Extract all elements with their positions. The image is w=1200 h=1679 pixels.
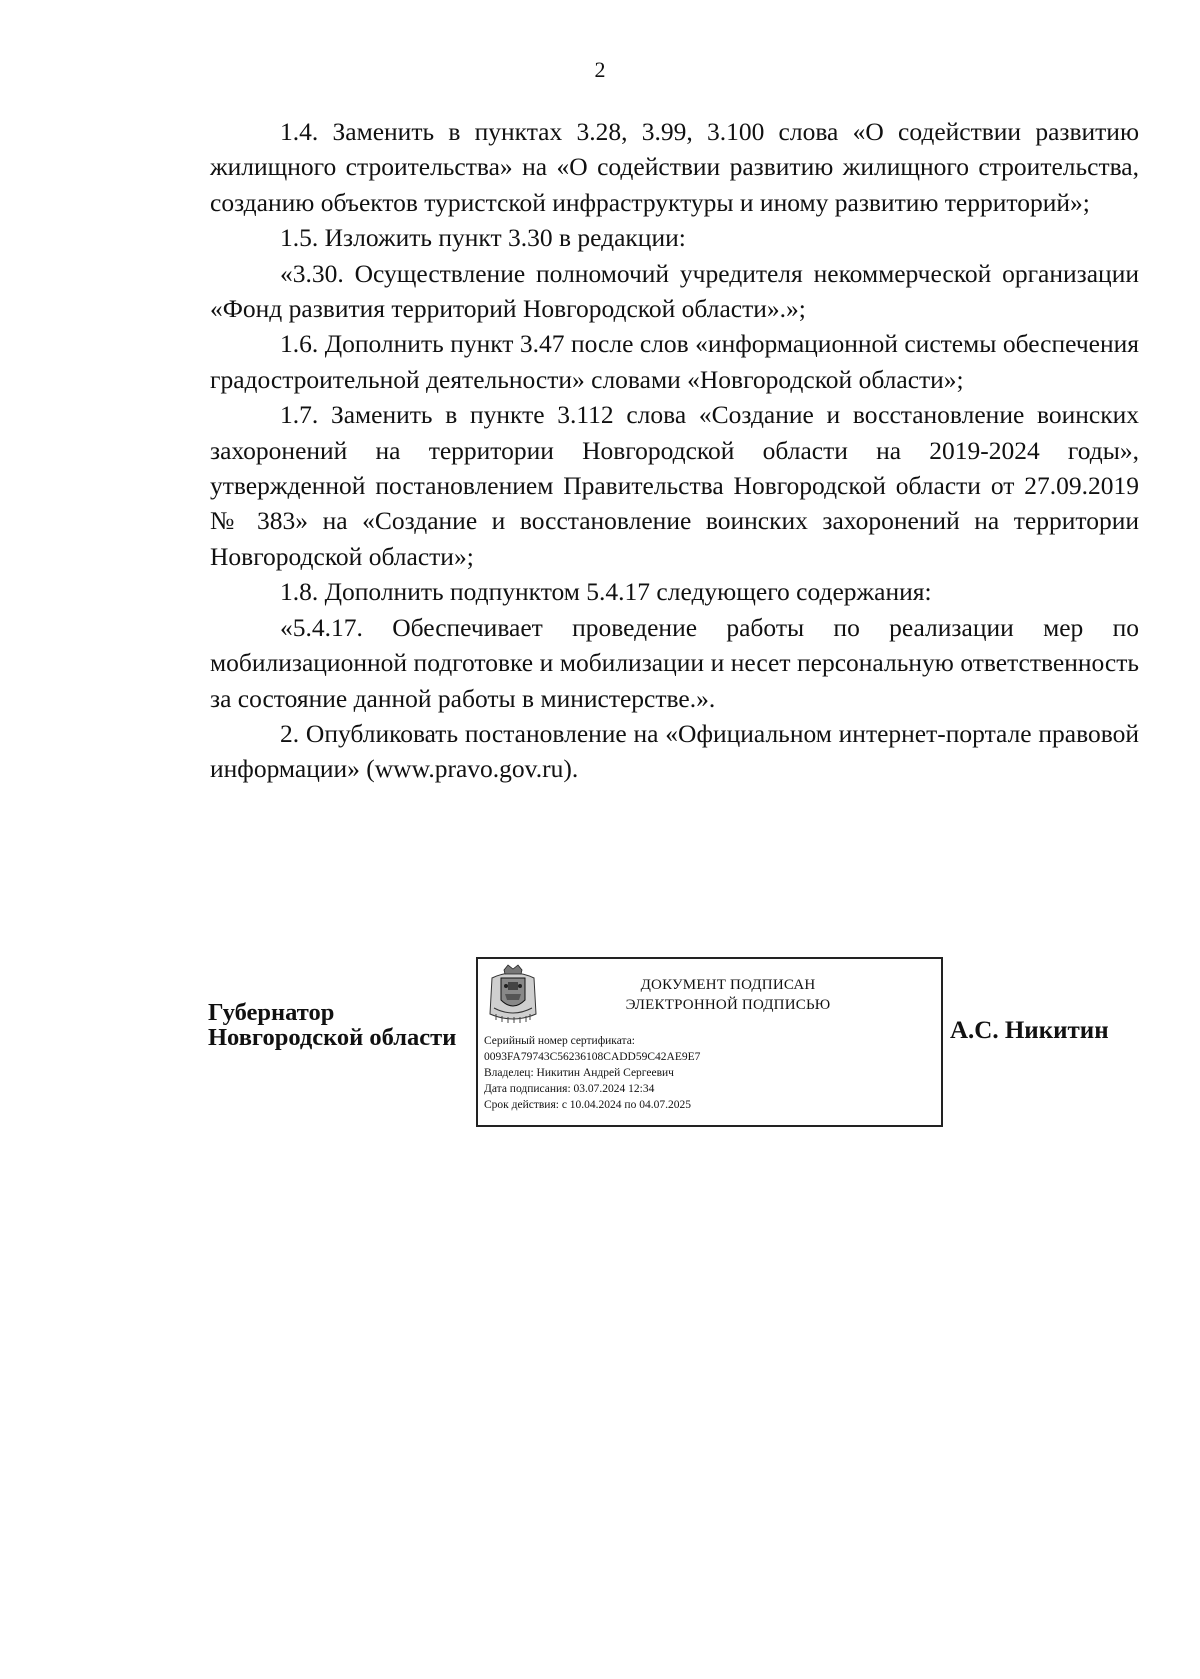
paragraph-1-4: 1.4. Заменить в пунктах 3.28, 3.99, 3.100 слова «О содействии развитию жилищного строительства» на «О содействии развитию жилищного строительства, созданию объектов туристской инфраструктуры и иному развитию территорий»; (210, 117, 1139, 217)
stamp-heading-line2: ЭЛЕКТРОННОЙ ПОДПИСЬЮ (625, 997, 831, 1013)
signatory-title-line1: Губернатор (208, 999, 335, 1026)
stamp-details (484, 1033, 936, 1113)
electronic-signature-stamp (476, 957, 943, 1127)
signatory-title (208, 1000, 456, 1050)
certificate-validity: Срок действия: с 10.04.2024 по 04.07.2025 (484, 1099, 691, 1111)
signing-date: Дата подписания: 03.07.2024 12:34 (484, 1083, 655, 1095)
paragraph-1-6: 1.6. Дополнить пункт 3.47 после слов «информационной системы обеспечения градостроительной деятельности» словами «Новгородской области»; (210, 329, 1139, 394)
stamp-heading-line1: ДОКУМЕНТ ПОДПИСАН (640, 977, 816, 993)
paragraph-3-30-quote: «3.30. Осуществление полномочий учредителя некоммерческой организации «Фонд развития территорий Новгородской области».»; (210, 258, 1139, 324)
paragraph-5-4-17-quote: «5.4.17. Обеспечивает проведение работы по реализации мер по мобилизационной подготовке и мобилизации и несет персональную ответственность за состояние данной работы в министерстве.». (210, 612, 1139, 713)
page-number: 2 (594, 57, 606, 82)
paragraph-1-7: 1.7. Заменить в пункте 3.112 слова «Создание и восстановление воинских захоронений на территории Новгородской области на 2019-2024 годы», утвержденной постановлением Правительства Новгородской области от 27.09.2019 № 383» на «Создание и восстановление воинских захоронений на территории Новгородской области»; (210, 400, 1139, 571)
novgorod-coat-of-arms-icon (486, 964, 540, 1026)
stamp-heading (558, 975, 898, 1015)
certificate-serial-value: 0093FA79743C56236108CADD59C42AE9E7 (484, 1051, 701, 1063)
paragraph-1-8: 1.8. Дополнить подпунктом 5.4.17 следующего содержания: (280, 577, 932, 607)
certificate-serial-label: Серийный номер сертификата: (484, 1035, 635, 1047)
certificate-owner: Владелец: Никитин Андрей Сергеевич (484, 1067, 674, 1079)
paragraph-1-5: 1.5. Изложить пункт 3.30 в редакции: (280, 223, 686, 253)
signatory-title-line2: Новгородской области (208, 1024, 457, 1051)
paragraph-2: 2. Опубликовать постановление на «Официальном интернет-портале правовой информации» (www.pravo.gov.ru). (210, 718, 1139, 784)
document-body (210, 114, 1139, 787)
signatory-name: А.С. Никитин (950, 1017, 1109, 1044)
